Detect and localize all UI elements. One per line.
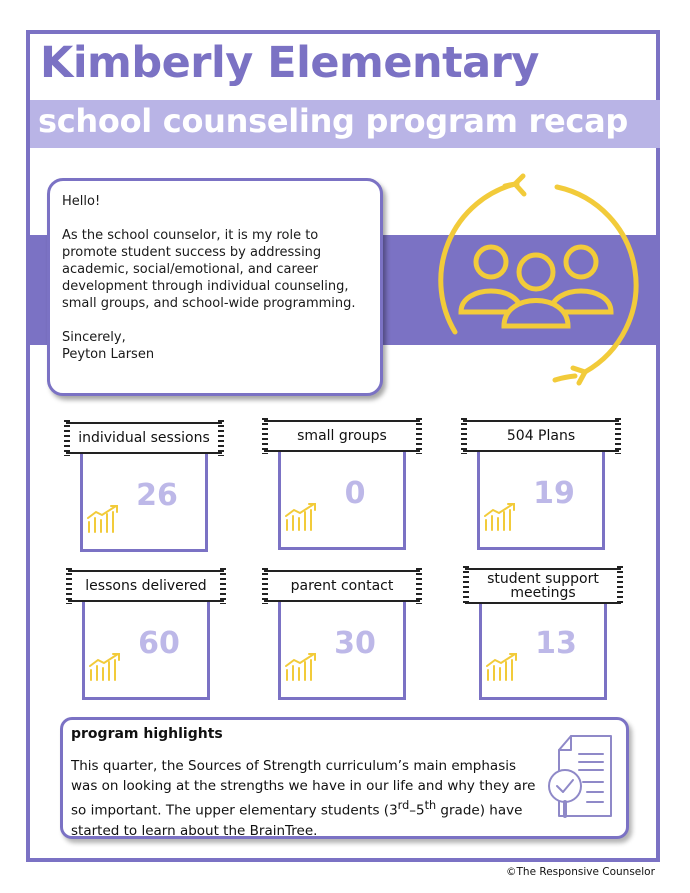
stat-card-504-plans: [463, 420, 633, 555]
stat-value: 30: [334, 626, 376, 661]
highlights-body: This quarter, the Sources of Strength curriculum’s main emphasis was on looking at the strengths we have in our life and why they are so important. The upper elementary students (3rd–5th grade) have started to learn about the BrainTree.: [71, 758, 536, 839]
growth-chart-icon: [88, 652, 126, 682]
stat-card-lessons-delivered: [68, 570, 238, 705]
growth-chart-icon: [284, 502, 322, 532]
program-highlights: [60, 717, 629, 839]
footer-credit: ©The Responsive Counselor: [506, 866, 655, 878]
stat-label: lessons delivered: [68, 570, 224, 602]
stat-label: parent contact: [264, 570, 420, 602]
stat-value: 19: [533, 476, 575, 511]
letter-closing: Sincerely,: [62, 330, 126, 345]
stat-label: 504 Plans: [463, 420, 619, 452]
people-cycle-icon: [425, 172, 647, 394]
page-subtitle: school counseling program recap: [38, 102, 628, 140]
stat-value: 0: [344, 476, 366, 511]
highlights-title: program highlights: [71, 726, 223, 742]
stat-value: 13: [535, 626, 577, 661]
stat-card-student-support-meetings: [465, 570, 635, 705]
stat-card-parent-contact: [264, 570, 434, 705]
letter-body: As the school counselor, it is my role to promote student success by addressing academic, social/emotional, and career development through individual counseling, small groups, and school-wide programming.: [62, 228, 356, 311]
growth-chart-icon: [485, 652, 523, 682]
letter-signature: Peyton Larsen: [62, 347, 155, 362]
growth-chart-icon: [86, 504, 124, 534]
stat-card-small-groups: [264, 420, 434, 555]
stat-label: student support meetings: [465, 568, 621, 604]
letter-greeting: Hello!: [62, 194, 101, 209]
stat-label: small groups: [264, 420, 420, 452]
document-check-icon: [543, 732, 623, 832]
stat-value: 60: [138, 626, 180, 661]
page-title: Kimberly Elementary: [40, 38, 539, 88]
growth-chart-icon: [483, 502, 521, 532]
stat-value: 26: [136, 478, 178, 513]
stat-label: individual sessions: [66, 422, 222, 454]
growth-chart-icon: [284, 652, 322, 682]
stat-card-individual-sessions: [66, 422, 236, 557]
counselor-letter: [47, 178, 383, 396]
